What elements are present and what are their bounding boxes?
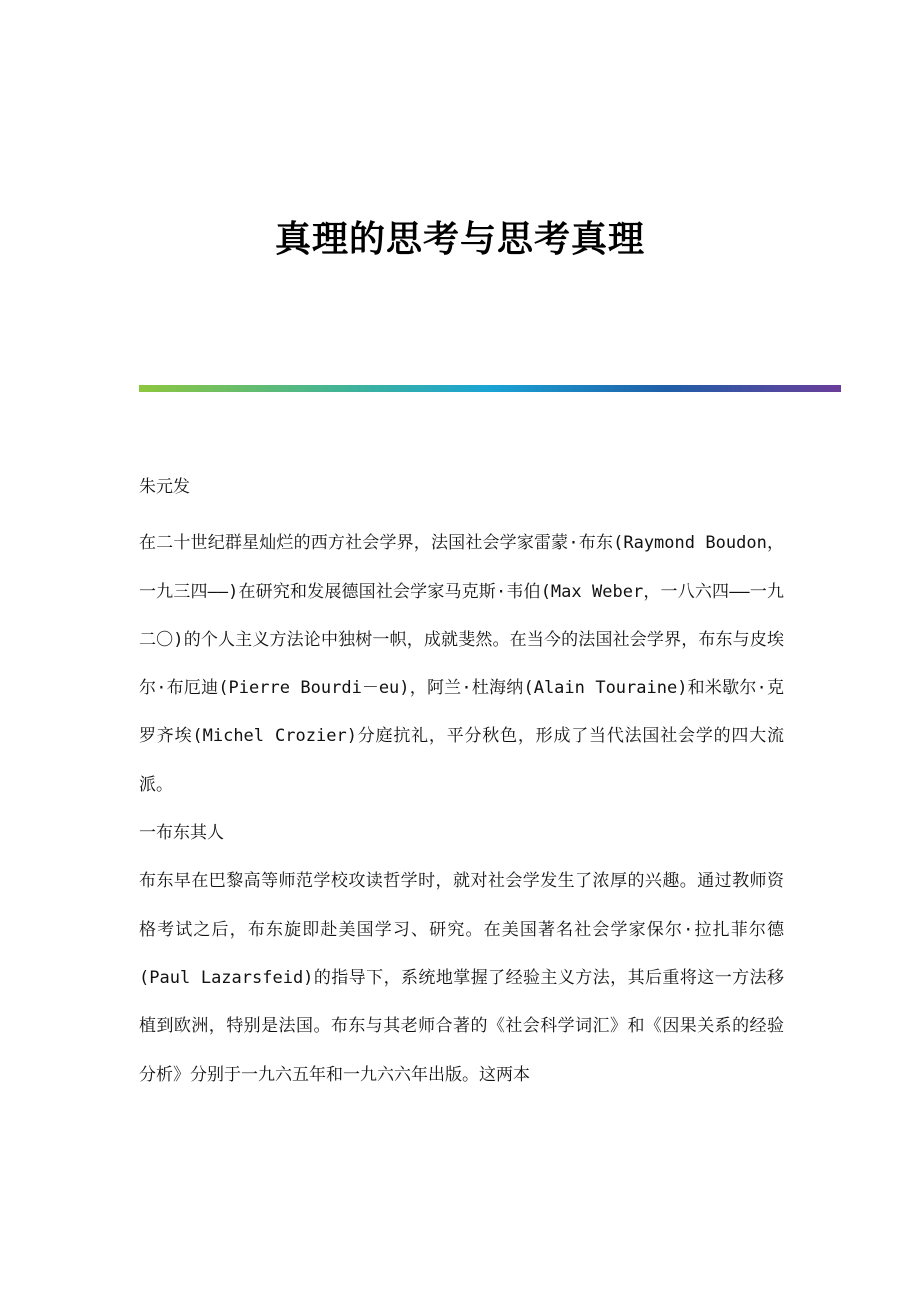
section-heading: 一布东其人 [139, 823, 224, 844]
paragraph-biography: 布东早在巴黎高等师范学校攻读哲学时，就对社会学发生了浓厚的兴趣。通过教师资格考试之后，布东旋即赴美国学习、研究。在美国著名社会学家保尔·拉扎菲尔德(Paul Lazarsfeid)的指导下，系统地掌握了经验主义方法，其后重将这一方法移植到欧洲，特别是法国。布东与其老师合著的《社会科学词汇》和《因果关系的经验分析》分别于一九六五年和一九六六年出版。这两本 [139, 871, 784, 1085]
document-title: 真理的思考与思考真理 [274, 218, 645, 260]
document-body [139, 463, 784, 1099]
author-name: 朱元发 [139, 477, 190, 497]
title-divider [139, 385, 841, 392]
paragraph-intro: 在二十世纪群星灿烂的西方社会学界，法国社会学家雷蒙·布东(Raymond Boudon，一九三四——)在研究和发展德国社会学家马克斯·韦伯(Max Weber，一八六四——一九二〇)的个人主义方法论中独树一帜，成就斐然。在当今的法国社会学界，布东与皮埃尔·布厄迪(Pierre Bourdi－eu)，阿兰·杜海纳(Alain Touraine)和米歇尔·克罗齐埃(Michel Crozier)分庭抗礼，平分秋色，形成了当代法国社会学的四大流派。 [139, 533, 784, 795]
